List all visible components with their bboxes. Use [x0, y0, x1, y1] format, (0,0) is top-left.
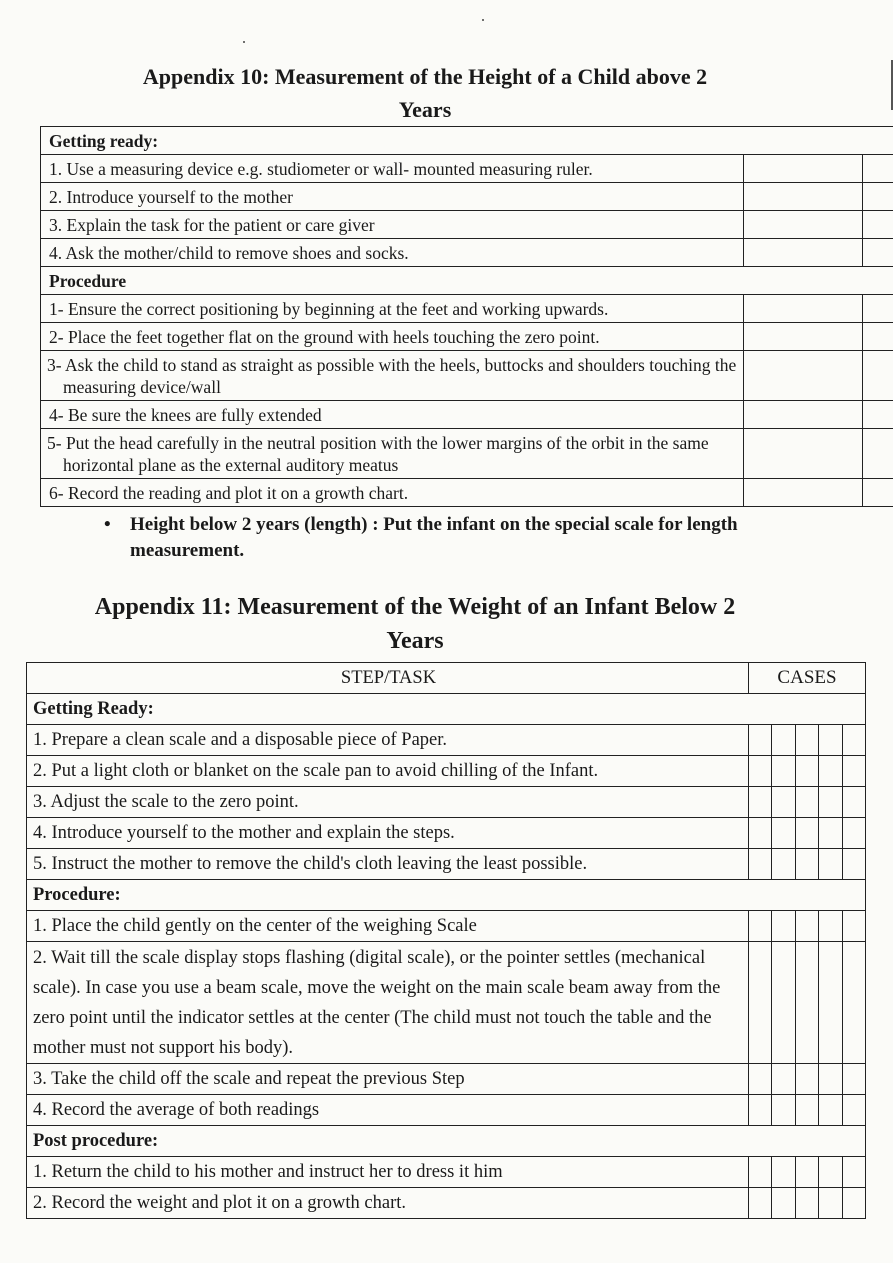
case-box[interactable] [744, 323, 863, 351]
appendix-11-title [40, 590, 790, 658]
case-box[interactable] [795, 1095, 818, 1126]
scan-speck [482, 19, 484, 21]
case-box[interactable] [819, 1095, 842, 1126]
checklist-row [41, 183, 893, 211]
case-box[interactable] [819, 787, 842, 818]
case-box[interactable] [795, 849, 818, 880]
case-box[interactable] [842, 1188, 865, 1219]
step-text: 1. Return the child to his mother and instruct her to dress it him [27, 1157, 749, 1188]
step-text: 3. Explain the task for the patient or care giver [41, 211, 744, 239]
checklist-row [27, 787, 866, 818]
step-text: 5- Put the head carefully in the neutral position with the lower margins of the orbit in the same horizontal plane as the external auditory meatus [41, 429, 744, 479]
case-box[interactable] [795, 1188, 818, 1219]
checklist-row [27, 1095, 866, 1126]
case-box[interactable] [842, 1064, 865, 1095]
case-box[interactable] [863, 155, 893, 183]
case-box[interactable] [772, 1095, 795, 1126]
appendix-10-title-line1: Appendix 10: Measurement of the Height of a Child above 2 [142, 64, 708, 89]
case-box[interactable] [842, 942, 865, 1064]
checklist-row [27, 725, 866, 756]
section-row [41, 127, 893, 155]
checklist-row [27, 911, 866, 942]
step-text: 4. Introduce yourself to the mother and explain the steps. [27, 818, 749, 849]
step-text: 2- Place the feet together flat on the ground with heels touching the zero point. [41, 323, 744, 351]
step-text: 1- Ensure the correct positioning by beginning at the feet and working upwards. [41, 295, 744, 323]
case-box[interactable] [842, 787, 865, 818]
case-box[interactable] [772, 756, 795, 787]
appendix-11-title-line1: Appendix 11: Measurement of the Weight of an Infant Below 2 [94, 594, 736, 620]
case-box[interactable] [772, 725, 795, 756]
case-box[interactable] [795, 787, 818, 818]
case-box[interactable] [749, 818, 772, 849]
case-box[interactable] [749, 1095, 772, 1126]
note-text: Height below 2 years (length) : Put the infant on the special scale for length measurement. [130, 514, 738, 561]
case-box[interactable] [749, 787, 772, 818]
step-task-header: STEP/TASK [27, 663, 749, 694]
checklist-row [27, 849, 866, 880]
case-box[interactable] [795, 1157, 818, 1188]
case-box[interactable] [772, 911, 795, 942]
case-box[interactable] [863, 295, 893, 323]
cases-header: CASES [749, 663, 866, 694]
section-row [41, 267, 893, 295]
case-box[interactable] [842, 911, 865, 942]
checklist-row [41, 351, 893, 401]
case-box[interactable] [772, 849, 795, 880]
step-text: 2. Record the weight and plot it on a growth chart. [27, 1188, 749, 1219]
case-box[interactable] [795, 942, 818, 1064]
case-box[interactable] [772, 818, 795, 849]
case-box[interactable] [863, 239, 893, 267]
step-text: 1. Place the child gently on the center of the weighing Scale [27, 911, 749, 942]
case-box[interactable] [863, 351, 893, 401]
scan-speck [243, 41, 245, 43]
step-text: 2. Wait till the scale display stops flashing (digital scale), or the pointer settles (mechanical scale). In case you use a beam scale, move the weight on the main scale beam away from the zero point until the indicator settles at the center (The child must not touch the table and the mother must not support his body). [27, 942, 749, 1064]
case-box[interactable] [819, 756, 842, 787]
checklist-row [41, 155, 893, 183]
case-box[interactable] [863, 183, 893, 211]
checklist-row [27, 1157, 866, 1188]
case-box[interactable] [744, 239, 863, 267]
header-row [27, 663, 866, 694]
case-box[interactable] [819, 1064, 842, 1095]
case-box[interactable] [749, 942, 772, 1064]
checklist-row [27, 756, 866, 787]
step-text: 4. Ask the mother/child to remove shoes and socks. [41, 239, 744, 267]
case-box[interactable] [795, 818, 818, 849]
case-box[interactable] [795, 911, 818, 942]
section-row [27, 1126, 866, 1157]
section-procedure: Procedure: [27, 880, 866, 911]
case-box[interactable] [744, 295, 863, 323]
case-box[interactable] [772, 942, 795, 1064]
step-text: 3. Take the child off the scale and repeat the previous Step [27, 1064, 749, 1095]
checklist-row [27, 818, 866, 849]
section-post-procedure: Post procedure: [27, 1126, 866, 1157]
step-text: 3. Adjust the scale to the zero point. [27, 787, 749, 818]
section-row [27, 694, 866, 725]
case-box[interactable] [744, 351, 863, 401]
case-box[interactable] [772, 1188, 795, 1219]
case-box[interactable] [749, 1064, 772, 1095]
step-text: 3- Ask the child to stand as straight as possible with the heels, buttocks and shoulders touching the measuring device/wall [41, 351, 744, 401]
checklist-row [41, 323, 893, 351]
case-box[interactable] [842, 818, 865, 849]
case-box[interactable] [744, 479, 863, 507]
step-text: 4. Record the average of both readings [27, 1095, 749, 1126]
case-box[interactable] [863, 429, 893, 479]
appendix-10-title-line2: Years [398, 97, 452, 122]
case-box[interactable] [842, 849, 865, 880]
step-text: 1. Use a measuring device e.g. studiometer or wall- mounted measuring ruler. [41, 155, 744, 183]
case-box[interactable] [744, 401, 863, 429]
case-box[interactable] [863, 479, 893, 507]
case-box[interactable] [772, 787, 795, 818]
case-box[interactable] [842, 756, 865, 787]
case-box[interactable] [863, 211, 893, 239]
checklist-row [41, 429, 893, 479]
step-text: 6- Record the reading and plot it on a growth chart. [41, 479, 744, 507]
checklist-row [41, 239, 893, 267]
case-box[interactable] [819, 1188, 842, 1219]
case-box[interactable] [819, 911, 842, 942]
bullet-icon: • [104, 514, 111, 535]
checklist-row [41, 211, 893, 239]
case-box[interactable] [744, 429, 863, 479]
case-box[interactable] [744, 155, 863, 183]
case-box[interactable] [795, 1064, 818, 1095]
case-box[interactable] [749, 1188, 772, 1219]
case-box[interactable] [772, 1157, 795, 1188]
section-getting-ready: Getting Ready: [27, 694, 866, 725]
case-box[interactable] [863, 401, 893, 429]
case-box[interactable] [863, 323, 893, 351]
length-note [104, 512, 754, 564]
case-box[interactable] [749, 725, 772, 756]
case-box[interactable] [795, 756, 818, 787]
appendix-11-title-line2: Years [386, 628, 444, 654]
checklist-row [27, 942, 866, 1064]
case-box[interactable] [819, 725, 842, 756]
case-box[interactable] [749, 911, 772, 942]
case-box[interactable] [772, 1064, 795, 1095]
section-procedure: Procedure [41, 267, 893, 295]
case-box[interactable] [749, 849, 772, 880]
checklist-row [41, 295, 893, 323]
case-box[interactable] [819, 1157, 842, 1188]
case-box[interactable] [744, 211, 863, 239]
checklist-row [27, 1064, 866, 1095]
case-box[interactable] [749, 756, 772, 787]
case-box[interactable] [842, 725, 865, 756]
checklist-row [27, 1188, 866, 1219]
appendix-10-title [60, 60, 790, 126]
case-box[interactable] [819, 818, 842, 849]
case-box[interactable] [749, 1157, 772, 1188]
case-box[interactable] [842, 1157, 865, 1188]
section-row [27, 880, 866, 911]
section-getting-ready: Getting ready: [41, 127, 893, 155]
case-box[interactable] [795, 725, 818, 756]
case-box[interactable] [819, 849, 842, 880]
step-text: 1. Prepare a clean scale and a disposable piece of Paper. [27, 725, 749, 756]
height-checklist-table [40, 126, 893, 507]
checklist-row [41, 479, 893, 507]
case-box[interactable] [842, 1095, 865, 1126]
step-text: 4- Be sure the knees are fully extended [41, 401, 744, 429]
case-box[interactable] [744, 183, 863, 211]
step-text: 5. Instruct the mother to remove the child's cloth leaving the least possible. [27, 849, 749, 880]
step-text: 2. Put a light cloth or blanket on the scale pan to avoid chilling of the Infant. [27, 756, 749, 787]
weight-checklist-table [26, 662, 866, 1219]
case-box[interactable] [819, 942, 842, 1064]
step-text: 2. Introduce yourself to the mother [41, 183, 744, 211]
checklist-row [41, 401, 893, 429]
